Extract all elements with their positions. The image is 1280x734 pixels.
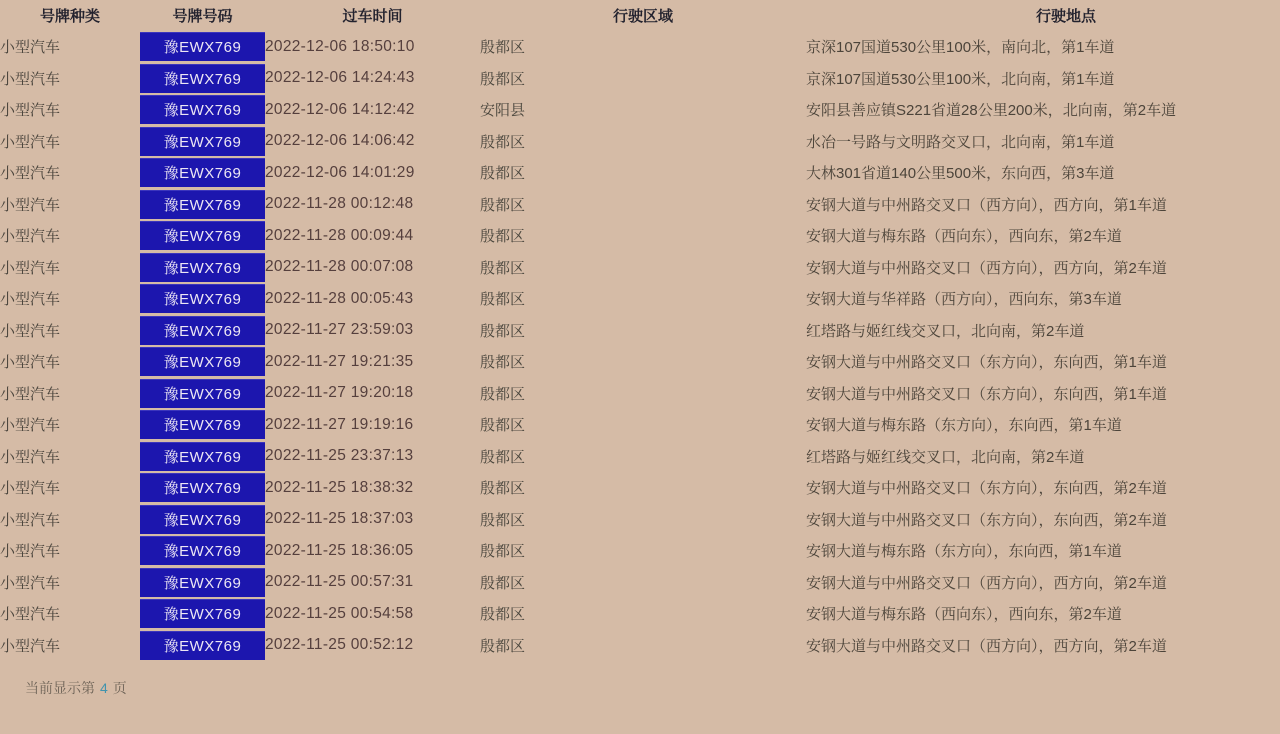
plate-number-cell <box>140 126 265 158</box>
plate-number-badge: 豫EWX769 <box>140 473 265 502</box>
driving-area-cell: 殷都区 <box>480 448 526 466</box>
plate-number-cell <box>140 252 265 284</box>
pagination-status <box>25 678 127 698</box>
col-header-plate-type: 号牌种类 <box>39 8 100 25</box>
driving-area-cell: 殷都区 <box>480 70 526 88</box>
table-row <box>0 189 1280 221</box>
vehicle-type-cell: 小型汽车 <box>0 133 61 151</box>
plate-number-badge: 豫EWX769 <box>140 631 265 660</box>
pass-time-cell: 2022-11-27 19:21:35 <box>265 352 414 370</box>
vehicle-type-cell: 小型汽车 <box>0 354 61 372</box>
plate-number-badge: 豫EWX769 <box>140 347 265 376</box>
vehicle-type-cell: 小型汽车 <box>0 322 61 340</box>
plate-number-cell <box>140 504 265 536</box>
driving-area-cell: 殷都区 <box>480 322 526 340</box>
pass-time-cell: 2022-12-06 14:06:42 <box>265 132 415 150</box>
driving-area-cell: 安阳县 <box>480 102 526 120</box>
table-row <box>0 441 1280 473</box>
current-page-number: 4 <box>100 680 108 696</box>
driving-location-cell: 安钢大道与中州路交叉口（西方向），西方向，第2车道 <box>806 637 1167 655</box>
plate-number-badge: 豫EWX769 <box>140 568 265 597</box>
plate-number-badge: 豫EWX769 <box>140 505 265 534</box>
plate-number-cell <box>140 567 265 599</box>
pass-time-cell: 2022-11-27 19:20:18 <box>265 384 414 402</box>
plate-number-cell <box>140 94 265 126</box>
plate-number-badge: 豫EWX769 <box>140 536 265 565</box>
driving-location-cell: 安钢大道与中州路交叉口（西方向），西方向，第2车道 <box>806 574 1167 592</box>
table-row <box>0 567 1280 599</box>
driving-location-cell: 安钢大道与中州路交叉口（东方向），东向西，第2车道 <box>806 480 1167 498</box>
driving-area-cell: 殷都区 <box>480 543 526 561</box>
plate-number-badge: 豫EWX769 <box>140 190 265 219</box>
col-header-driving-area: 行驶区域 <box>612 8 673 25</box>
vehicle-type-cell: 小型汽车 <box>0 385 61 403</box>
driving-location-cell: 红塔路与姬红线交叉口，北向南，第2车道 <box>806 322 1085 340</box>
col-header-plate-number: 号牌号码 <box>172 8 233 25</box>
pass-time-cell: 2022-12-06 14:24:43 <box>265 69 415 87</box>
table-row <box>0 315 1280 347</box>
driving-area-cell: 殷都区 <box>480 637 526 655</box>
pass-time-cell: 2022-11-28 00:05:43 <box>265 289 414 307</box>
pagination-prefix-label: 当前显示第 <box>25 680 95 696</box>
plate-number-badge: 豫EWX769 <box>140 221 265 250</box>
plate-number-cell <box>140 283 265 315</box>
driving-area-cell: 殷都区 <box>480 165 526 183</box>
driving-area-cell: 殷都区 <box>480 480 526 498</box>
plate-number-cell <box>140 472 265 504</box>
pass-time-cell: 2022-11-25 18:36:05 <box>265 541 414 559</box>
plate-number-cell <box>140 535 265 567</box>
col-header-pass-time: 过车时间 <box>342 8 403 25</box>
table-row <box>0 220 1280 252</box>
pass-time-cell: 2022-11-25 00:54:58 <box>265 604 414 622</box>
vehicle-type-cell: 小型汽车 <box>0 196 61 214</box>
table-row <box>0 157 1280 189</box>
table-row <box>0 126 1280 158</box>
pass-time-cell: 2022-11-27 19:19:16 <box>265 415 414 433</box>
plate-number-badge: 豫EWX769 <box>140 379 265 408</box>
table-row <box>0 94 1280 126</box>
driving-area-cell: 殷都区 <box>480 511 526 529</box>
driving-location-cell: 安阳县善应镇S221省道28公里200米，北向南，第2车道 <box>806 102 1177 120</box>
table-row <box>0 31 1280 63</box>
vehicle-type-cell: 小型汽车 <box>0 417 61 435</box>
driving-area-cell: 殷都区 <box>480 291 526 309</box>
pass-time-cell: 2022-12-06 18:50:10 <box>265 37 415 55</box>
pass-time-cell: 2022-11-28 00:07:08 <box>265 258 414 276</box>
plate-number-badge: 豫EWX769 <box>140 64 265 93</box>
driving-area-cell: 殷都区 <box>480 228 526 246</box>
plate-number-cell <box>140 409 265 441</box>
vehicle-type-cell: 小型汽车 <box>0 291 61 309</box>
vehicle-type-cell: 小型汽车 <box>0 39 61 57</box>
plate-number-badge: 豫EWX769 <box>140 253 265 282</box>
table-row <box>0 63 1280 95</box>
plate-number-cell <box>140 441 265 473</box>
table-row <box>0 598 1280 630</box>
driving-location-cell: 京深107国道530公里100米，北向南，第1车道 <box>806 70 1115 88</box>
vehicle-type-cell: 小型汽车 <box>0 165 61 183</box>
vehicle-type-cell: 小型汽车 <box>0 543 61 561</box>
driving-location-cell: 京深107国道530公里100米，南向北，第1车道 <box>806 39 1115 57</box>
pass-time-cell: 2022-11-25 00:52:12 <box>265 636 414 654</box>
pass-time-cell: 2022-11-25 23:37:13 <box>265 447 414 465</box>
pass-time-cell: 2022-11-25 18:37:03 <box>265 510 414 528</box>
driving-location-cell: 安钢大道与中州路交叉口（西方向），西方向，第2车道 <box>806 259 1167 277</box>
driving-location-cell: 安钢大道与华祥路（西方向），西向东，第3车道 <box>806 291 1122 309</box>
col-header-driving-location: 行驶地点 <box>1035 8 1096 25</box>
table-row <box>0 504 1280 536</box>
driving-area-cell: 殷都区 <box>480 39 526 57</box>
plate-number-badge: 豫EWX769 <box>140 599 265 628</box>
driving-location-cell: 安钢大道与梅东路（西向东），西向东，第2车道 <box>806 228 1122 246</box>
plate-number-cell <box>140 630 265 662</box>
plate-number-badge: 豫EWX769 <box>140 410 265 439</box>
table-row <box>0 378 1280 410</box>
vehicle-type-cell: 小型汽车 <box>0 102 61 120</box>
pass-time-cell: 2022-12-06 14:01:29 <box>265 163 415 181</box>
vehicle-type-cell: 小型汽车 <box>0 259 61 277</box>
plate-number-cell <box>140 598 265 630</box>
plate-number-badge: 豫EWX769 <box>140 442 265 471</box>
driving-location-cell: 安钢大道与中州路交叉口（西方向），西方向，第1车道 <box>806 196 1167 214</box>
vehicle-type-cell: 小型汽车 <box>0 511 61 529</box>
driving-location-cell: 安钢大道与中州路交叉口（东方向），东向西，第1车道 <box>806 354 1167 372</box>
table-header <box>0 0 1280 31</box>
header-row <box>0 0 1280 31</box>
driving-area-cell: 殷都区 <box>480 606 526 624</box>
plate-number-badge: 豫EWX769 <box>140 158 265 187</box>
driving-area-cell: 殷都区 <box>480 259 526 277</box>
driving-location-cell: 安钢大道与梅东路（东方向），东向西，第1车道 <box>806 417 1122 435</box>
records-body <box>0 31 1280 661</box>
vehicle-type-cell: 小型汽车 <box>0 228 61 246</box>
vehicle-type-cell: 小型汽车 <box>0 448 61 466</box>
vehicle-type-cell: 小型汽车 <box>0 480 61 498</box>
driving-area-cell: 殷都区 <box>480 417 526 435</box>
driving-location-cell: 水冶一号路与文明路交叉口，北向南，第1车道 <box>806 133 1115 151</box>
vehicle-type-cell: 小型汽车 <box>0 574 61 592</box>
driving-location-cell: 安钢大道与中州路交叉口（东方向），东向西，第1车道 <box>806 385 1167 403</box>
plate-number-cell <box>140 63 265 95</box>
pass-time-cell: 2022-11-28 00:09:44 <box>265 226 414 244</box>
driving-area-cell: 殷都区 <box>480 574 526 592</box>
driving-area-cell: 殷都区 <box>480 354 526 372</box>
plate-number-badge: 豫EWX769 <box>140 32 265 61</box>
plate-number-cell <box>140 378 265 410</box>
plate-number-badge: 豫EWX769 <box>140 316 265 345</box>
pass-time-cell: 2022-11-27 23:59:03 <box>265 321 414 339</box>
table-row <box>0 346 1280 378</box>
vehicle-type-cell: 小型汽车 <box>0 606 61 624</box>
plate-number-badge: 豫EWX769 <box>140 284 265 313</box>
vehicle-type-cell: 小型汽车 <box>0 70 61 88</box>
plate-number-cell <box>140 189 265 221</box>
table-row <box>0 409 1280 441</box>
pass-time-cell: 2022-11-25 00:57:31 <box>265 573 414 591</box>
plate-number-cell <box>140 157 265 189</box>
table-row <box>0 535 1280 567</box>
plate-number-cell <box>140 31 265 63</box>
table-row <box>0 283 1280 315</box>
pass-time-cell: 2022-11-28 00:12:48 <box>265 195 414 213</box>
table-row <box>0 252 1280 284</box>
plate-number-cell <box>140 315 265 347</box>
pass-time-cell: 2022-12-06 14:12:42 <box>265 100 415 118</box>
plate-number-cell <box>140 346 265 378</box>
pagination-suffix-label: 页 <box>112 680 127 696</box>
driving-location-cell: 安钢大道与梅东路（西向东），西向东，第2车道 <box>806 606 1122 624</box>
plate-number-badge: 豫EWX769 <box>140 95 265 124</box>
driving-area-cell: 殷都区 <box>480 196 526 214</box>
driving-location-cell: 红塔路与姬红线交叉口，北向南，第2车道 <box>806 448 1085 466</box>
plate-number-badge: 豫EWX769 <box>140 127 265 156</box>
plate-number-cell <box>140 220 265 252</box>
table-row <box>0 472 1280 504</box>
driving-location-cell: 大林301省道140公里500米，东向西，第3车道 <box>806 165 1115 183</box>
driving-area-cell: 殷都区 <box>480 385 526 403</box>
vehicle-type-cell: 小型汽车 <box>0 637 61 655</box>
driving-location-cell: 安钢大道与梅东路（东方向），东向西，第1车道 <box>806 543 1122 561</box>
pass-time-cell: 2022-11-25 18:38:32 <box>265 478 414 496</box>
driving-area-cell: 殷都区 <box>480 133 526 151</box>
driving-location-cell: 安钢大道与中州路交叉口（东方向），东向西，第2车道 <box>806 511 1167 529</box>
table-row <box>0 630 1280 662</box>
